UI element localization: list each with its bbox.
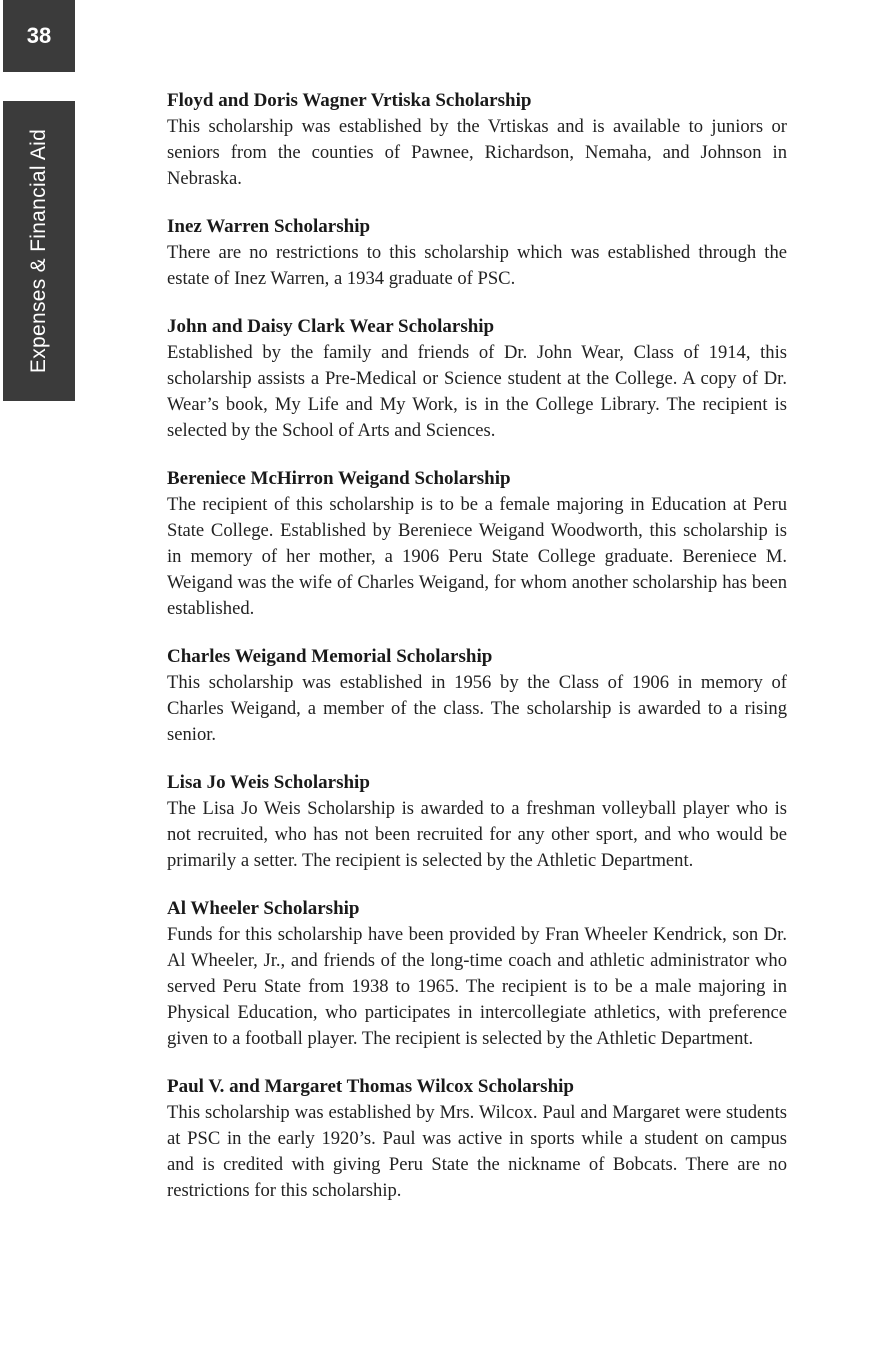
scholarship-entry (167, 88, 787, 192)
scholarship-entry (167, 896, 787, 1052)
scholarship-description: There are no restrictions to this scholarship which was established through the estate of Inez Warren, a 1934 graduate of PSC. (167, 242, 787, 289)
scholarship-title: Paul V. and Margaret Thomas Wilcox Scholarship (167, 1076, 574, 1097)
scholarship-entry (167, 1074, 787, 1204)
scholarship-description: The recipient of this scholarship is to be a female majoring in Education at Peru State College. Established by Bereniece Weigand Woodworth, this scholarship is in memory of her mother, a 1906 Peru State College graduate. Bereniece M. Weigand was the wife of Charles Weigand, for whom another scholarship has been established. (167, 494, 787, 619)
scholarship-title: Floyd and Doris Wagner Vrtiska Scholarship (167, 90, 532, 111)
scholarship-description: This scholarship was established by the Vrtiskas and is available to juniors or seniors from the counties of Pawnee, Richardson, Nemaha, and Johnson in Nebraska. (167, 116, 787, 189)
scholarship-entry (167, 644, 787, 748)
scholarship-title: Lisa Jo Weis Scholarship (167, 772, 370, 793)
scholarship-entry (167, 314, 787, 444)
scholarship-title: John and Daisy Clark Wear Scholarship (167, 316, 495, 337)
scholarship-description: This scholarship was established by Mrs. Wilcox. Paul and Margaret were students at PSC in the early 1920’s. Paul was active in sports while a student on campus and is credited with giving Peru State the nickname of Bobcats. There are no restrictions for this scholarship. (167, 1102, 787, 1201)
scholarship-description: Funds for this scholarship have been provided by Fran Wheeler Kendrick, son Dr. Al Wheeler, Jr., and friends of the long-time coach and athletic administrator who served Peru State from 1938 to 1965. The recipient is to be a male majoring in Physical Education, who participates in intercollegiate athletics, with preference given to a football player. The recipient is selected by the Athletic Department. (167, 924, 787, 1049)
scholarship-title: Charles Weigand Memorial Scholarship (167, 646, 493, 667)
scholarship-description: Established by the family and friends of Dr. John Wear, Class of 1914, this scholarship assists a Pre-Medical or Science student at the College. A copy of Dr. Wear’s book, My Life and My Work, is in the College Library. The recipient is selected by the School of Arts and Sciences. (167, 342, 787, 441)
scholarship-title: Bereniece McHirron Weigand Scholarship (167, 468, 511, 489)
scholarship-title: Al Wheeler Scholarship (167, 898, 360, 919)
scholarship-title: Inez Warren Scholarship (167, 216, 371, 237)
page-number: 38 (3, 0, 75, 72)
scholarship-entry (167, 214, 787, 292)
section-tab (3, 101, 75, 401)
scholarship-description: This scholarship was established in 1956 by the Class of 1906 in memory of Charles Weigand, a member of the class. The scholarship is awarded to a rising senior. (167, 672, 787, 745)
scholarship-description: The Lisa Jo Weis Scholarship is awarded to a freshman volleyball player who is not recruited, who has not been recruited for any other sport, and who would be primarily a setter. The recipient is selected by the Athletic Department. (167, 798, 787, 871)
scholarship-entry (167, 770, 787, 874)
section-tab-label: Expenses & Financial Aid (27, 128, 50, 374)
scholarship-entry (167, 466, 787, 622)
scholarship-list (167, 88, 787, 1226)
